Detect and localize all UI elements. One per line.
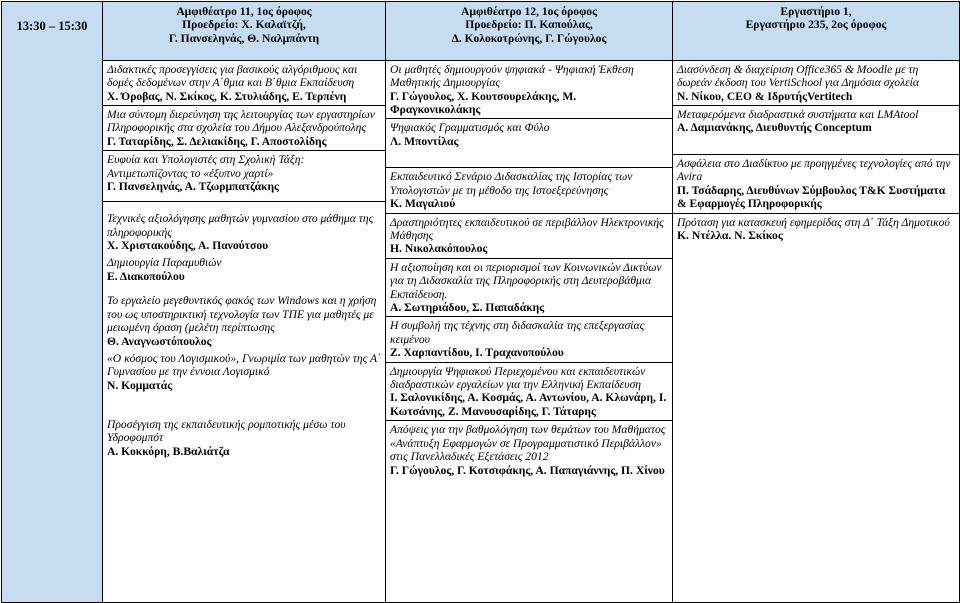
list-item xyxy=(673,214,959,245)
talk-title: Δημιουργία Παραμυθιών xyxy=(107,256,222,270)
talk-authors: Χ. Όροβας, Ν. Σκίκος, Κ. Στυλιάδης, Ε. Τερπένη xyxy=(107,89,347,103)
list-item xyxy=(386,317,672,362)
list-item xyxy=(103,416,385,486)
list-item xyxy=(673,106,959,155)
talk-authors: Α. Κοκκόρη, Β.Βαλιάτζα xyxy=(107,444,230,458)
talk-title: Προσέγγιση της εκπαιδευτικής ρομποτικής μέσω του Υδροφομπότ xyxy=(107,418,346,445)
talk-title: Διασύνδεση & διαχείριση Office365 & Moodle με τη δωρεάν έκδοση του VertiSchool για Δημόσια σχολεία xyxy=(677,62,919,90)
venue-header-amph11 xyxy=(103,2,386,61)
talk-title: «Ο κόσμος του Λογισμικού», Γνωριμία των μαθητών της Α΄ Γυμνασίου με την έννοια Λογισμικό xyxy=(107,352,381,379)
venue-chair: Προεδρείο: Χ. Καλαϊτζή, xyxy=(182,18,306,32)
talk-authors: Ζ. Χαρπαντίδου, Ι. Τραχανοπούλου xyxy=(390,346,564,360)
list-item xyxy=(673,155,959,214)
list-item xyxy=(103,254,385,292)
talk-title: Ψηφιακός Γραμματισμός και Φύλο xyxy=(390,121,550,135)
list-item xyxy=(103,292,385,350)
talk-authors: Ν. Νίκου, CEO & ΙδρυτήςVertitech xyxy=(677,89,853,103)
venue-name: Αμφιθέατρο 12, 1ος όροφος xyxy=(461,5,597,18)
venue-name: Αμφιθέατρο 11, 1ος όροφος xyxy=(176,5,312,18)
talk-title: Πρόταση για κατασκευή εφημερίδας στη Δ΄ Τάξη Δημοτικού xyxy=(677,215,950,229)
venue-header-amph12 xyxy=(386,2,673,61)
talk-authors: Ν. Κομματάς xyxy=(107,378,173,392)
list-item xyxy=(103,151,385,202)
talk-title: Διδακτικές προσεγγίσεις για βασικούς αλγόριθμους και δομές δεδομένων στην Α΄θμια και Β΄θμια Εκπαίδευση xyxy=(107,62,358,90)
list-item xyxy=(386,363,672,422)
list-item xyxy=(103,202,385,254)
talk-title: Μια σύντομη διερεύνηση της λειτουργίας των εργαστηρίων Πληροφορικής στα σχολεία του Δήμου Αλεξανδρούπολης xyxy=(107,107,375,135)
talk-title: Οι μαθητές δημιουργούν ψηφιακά - Ψηφιακή Έκθεση Μαθητικής Δημιουργίας xyxy=(390,62,634,90)
column-amph11 xyxy=(103,60,386,602)
talk-title: Δημιουργία Ψηφιακού Περιεχομένου και εκπαιδευτικών διαδραστικών εργαλείων για την Ελληνική Εκπαίδευση xyxy=(390,364,646,392)
talk-authors: Κ. Μαγαλιού xyxy=(390,197,456,211)
talk-title: Ασφάλεια στο Διαδίκτυο με προηγμένες τεχνολογίες από την Avira xyxy=(677,156,951,184)
talk-title: Η αξιοποίηση και οι περιορισμοί των Κοινωνικών Δικτύων για τη Διδασκαλία της Πληροφορικής στη Δευτεροβάθμια Εκπαίδευση. xyxy=(390,260,662,301)
list-item xyxy=(103,61,385,106)
talk-authors: Θ. Αναγνωστόπουλος xyxy=(107,334,212,348)
list-item xyxy=(103,106,385,151)
talk-authors: Α. Δαμιανάκης, Διευθυντής Conceptum xyxy=(677,121,872,135)
venue-header-lab1 xyxy=(673,2,960,61)
talk-title: Ευφυία και Υπολογιστές στη Σχολική Τάξη: Αντιμετωπίζοντας το «έξυπνο χαρτί» xyxy=(107,153,305,180)
venue-name: Εργαστήριο 1, xyxy=(780,5,852,18)
talk-authors: Η. Νικολακόπουλος xyxy=(390,242,488,256)
list-item xyxy=(386,119,672,168)
talk-title: Το εργαλείο μεγεθυντικός φακός των Windows και η χρήση του ως υποστηρικτική τεχνολογία των ΤΠΕ για μαθητές με μειωμένη όραση (μελέτη περίπτωσης xyxy=(107,294,377,335)
talk-title: Η συμβολή της τέχνης στη διδασκαλία της επεξεργασίας κειμένου xyxy=(390,319,645,346)
talk-authors: Π. Τσάδαρης, Διευθύνων Σύμβουλος Τ&Κ Συστήματα & Εφαρμογές Πληροφορικής xyxy=(677,183,946,211)
column-lab1 xyxy=(673,60,960,602)
talk-authors: Χ. Χριστακούδης, Α. Πανούτσου xyxy=(107,239,269,252)
talk-title: Μεταφερόμενα διαδραστικά συστήματα και LMAtool xyxy=(677,107,919,121)
column-amph12 xyxy=(386,60,673,602)
talk-title: Απόψεις για την βαθμολόγηση των θεμάτων του Μαθήματος «Ανάπτυξη Εφαρμογών σε Προγραμματιστικό Περιβάλλον» στις Πανελλαδικές Εξετάσεις 2012 xyxy=(390,423,666,464)
time-slot: 13:30 – 15:30 xyxy=(2,2,103,603)
list-item xyxy=(386,421,672,479)
venue-chair2: Γ. Πανσεληνάς, Θ. Ναλμπάντη xyxy=(168,31,320,45)
talk-authors: Γ. Γώγουλος, Γ. Κοτσιφάκης, Α. Παπαγιάννης, Π. Χίνου xyxy=(390,463,665,477)
list-item xyxy=(386,61,672,120)
list-item xyxy=(103,350,385,416)
talk-authors: Α. Σωτηριάδου, Σ. Παπαδάκης xyxy=(390,301,545,315)
talk-authors: Ε. Διακοπούλου xyxy=(107,269,185,283)
talk-authors: Ι. Σαλονικίδης, Α. Κοσμάς, Α. Αντωνίου, Α. Κλωνάρη, Ι. Κωτσάνης, Ζ. Μανουσαρίδης, Γ. Τάταρης xyxy=(390,391,667,418)
talk-title: Τεχνικές αξιολόγησης μαθητών γυμνασίου στο μάθημα της πληροφορικής xyxy=(107,212,374,239)
list-item xyxy=(386,168,672,213)
list-item xyxy=(673,61,959,106)
talk-authors: Γ. Πανσεληνάς, Α. Τζωρμπατζάκης xyxy=(107,180,279,193)
list-item xyxy=(386,259,672,318)
talk-authors: Κ. Ντέλλα. Ν. Σκίκος xyxy=(677,229,783,242)
talk-title: Εκπαιδευτικό Σενάριο Διδασκαλίας της Ιστορίας των Υπολογιστών με τη μέθοδο της Ιστοεξερεύνησης xyxy=(390,170,633,197)
talk-title: Δραστηριότητες εκπαιδευτικού σε περιβάλλον Ηλεκτρονικής Μάθησης xyxy=(390,215,664,242)
schedule-table xyxy=(1,1,960,603)
list-item xyxy=(386,214,672,259)
venue-chair: Προεδρείο: Π. Καπούλας, xyxy=(465,18,593,32)
talk-authors: Λ. Μποντίλας xyxy=(390,134,459,148)
venue-chair2: Δ. Κολοκοτρώνης, Γ. Γώγουλος xyxy=(451,31,607,45)
venue-chair: Εργαστήριο 235, 2ος όροφος xyxy=(745,18,887,32)
talk-authors: Γ. Ταταρίδης, Σ. Δελιακίδης, Γ. Αποστολίδης xyxy=(107,134,327,148)
talk-authors: Γ. Γώγουλος, Χ. Κουτσουρελάκης, Μ. Φραγκονικολάκης xyxy=(390,89,577,116)
